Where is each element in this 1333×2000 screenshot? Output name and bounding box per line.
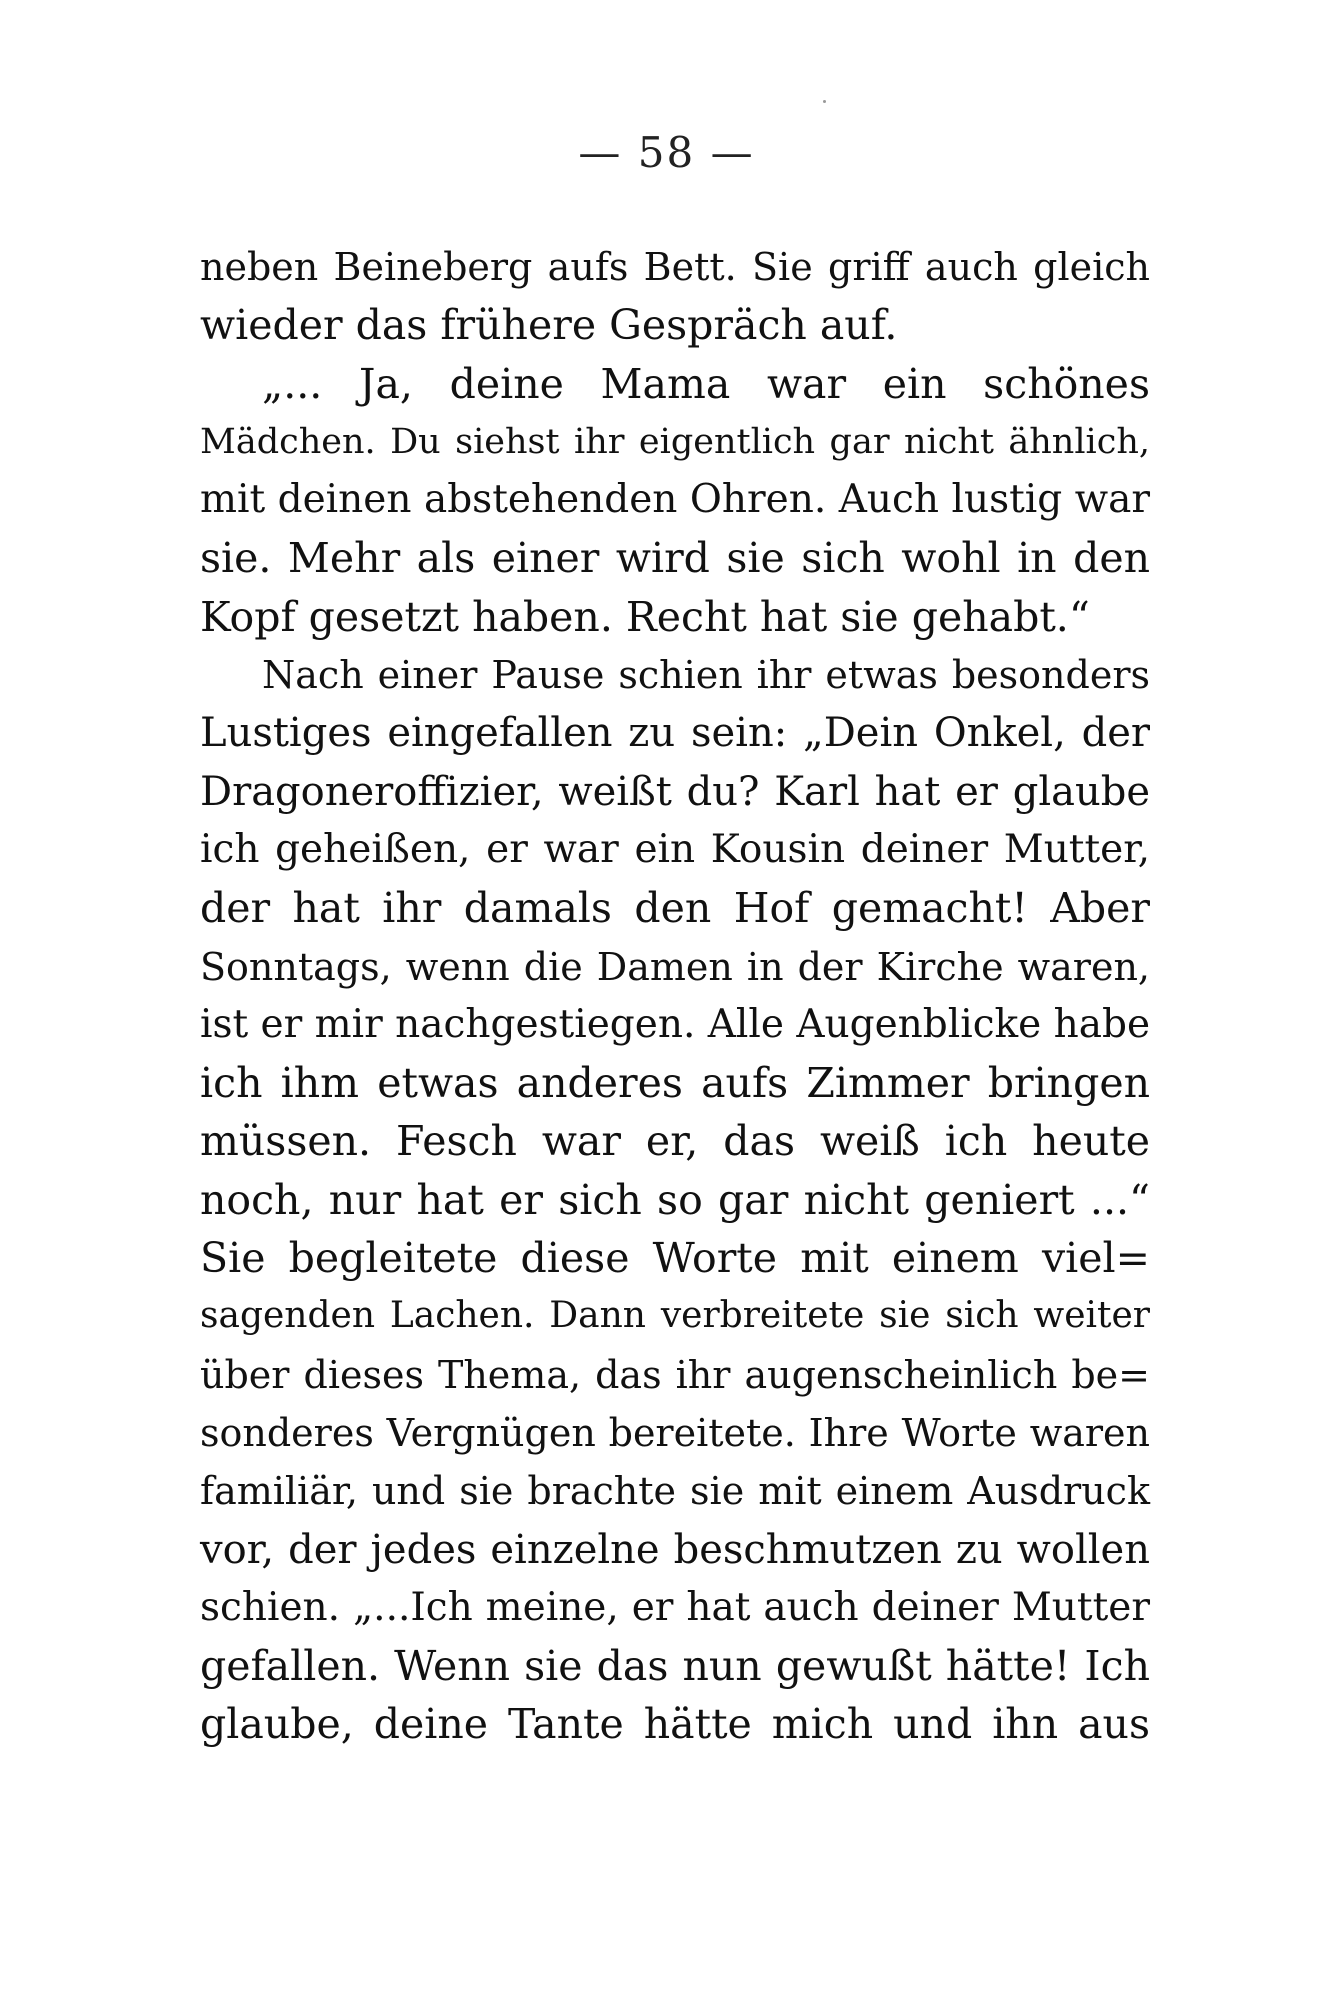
- text-line: müssen. Fesch war er, das weiß ich heute: [200, 1117, 1150, 1166]
- text-line: noch, nur hat er sich so gar nicht geniert ...“: [200, 1175, 1150, 1224]
- text-line: Sonntags, wenn die Damen in der Kirche waren,: [200, 944, 1150, 989]
- text-line: ist er mir nachgestiegen. Alle Augenblicke habe: [200, 1001, 1151, 1047]
- text-line: ich ihm etwas anderes aufs Zimmer bringen: [200, 1059, 1150, 1108]
- text-line: neben Beineberg aufs Bett. Sie griff auch gleich: [200, 245, 1150, 289]
- text-line: „... Ja, deine Mama war ein schönes: [262, 359, 1150, 408]
- text-line: über dieses Thema, das ihr augenscheinlich be=: [200, 1352, 1150, 1397]
- page-number: — 58 —: [578, 128, 755, 177]
- text-line: Kopf gesetzt haben. Recht hat sie gehabt.“: [200, 592, 1090, 641]
- text-line: vor, der jedes einzelne beschmutzen zu wollen: [200, 1526, 1150, 1573]
- text-line: gefallen. Wenn sie das nun gewußt hätte! Ich: [200, 1642, 1150, 1691]
- text-line: schien. „...Ich meine, er hat auch deiner Mutter: [200, 1584, 1150, 1630]
- text-line: wieder das frühere Gespräch auf.: [200, 301, 898, 350]
- text-line: sonderes Vergnügen bereitete. Ihre Worte waren: [200, 1410, 1150, 1455]
- text-line: sie. Mehr als einer wird sie sich wohl in den: [200, 534, 1150, 583]
- text-line: familiär, und sie brachte sie mit einem Ausdruck: [200, 1469, 1150, 1514]
- body-text: [200, 238, 1150, 1754]
- text-line: ich geheißen, er war ein Kousin deiner Mutter,: [200, 826, 1150, 872]
- text-line: Nach einer Pause schien ihr etwas besonders: [262, 653, 1150, 698]
- text-line: Lustiges eingefallen zu sein: „Dein Onkel, der: [200, 710, 1150, 757]
- text-line: sagenden Lachen. Dann verbreitete sie sich weiter: [200, 1295, 1150, 1337]
- text-line: Sie begleitete diese Worte mit einem viel=: [200, 1234, 1150, 1283]
- text-line: glaube, deine Tante hätte mich und ihn aus: [200, 1700, 1150, 1749]
- text-line: mit deinen abstehenden Ohren. Auch lustig war: [200, 477, 1150, 523]
- text-line: Dragoneroffizier, weißt du? Karl hat er glaube: [200, 768, 1150, 815]
- print-speck: [823, 100, 826, 103]
- text-line: Mädchen. Du siehst ihr eigentlich gar nicht ähnlich,: [200, 421, 1150, 462]
- text-line: der hat ihr damals den Hof gemacht! Aber: [200, 884, 1150, 933]
